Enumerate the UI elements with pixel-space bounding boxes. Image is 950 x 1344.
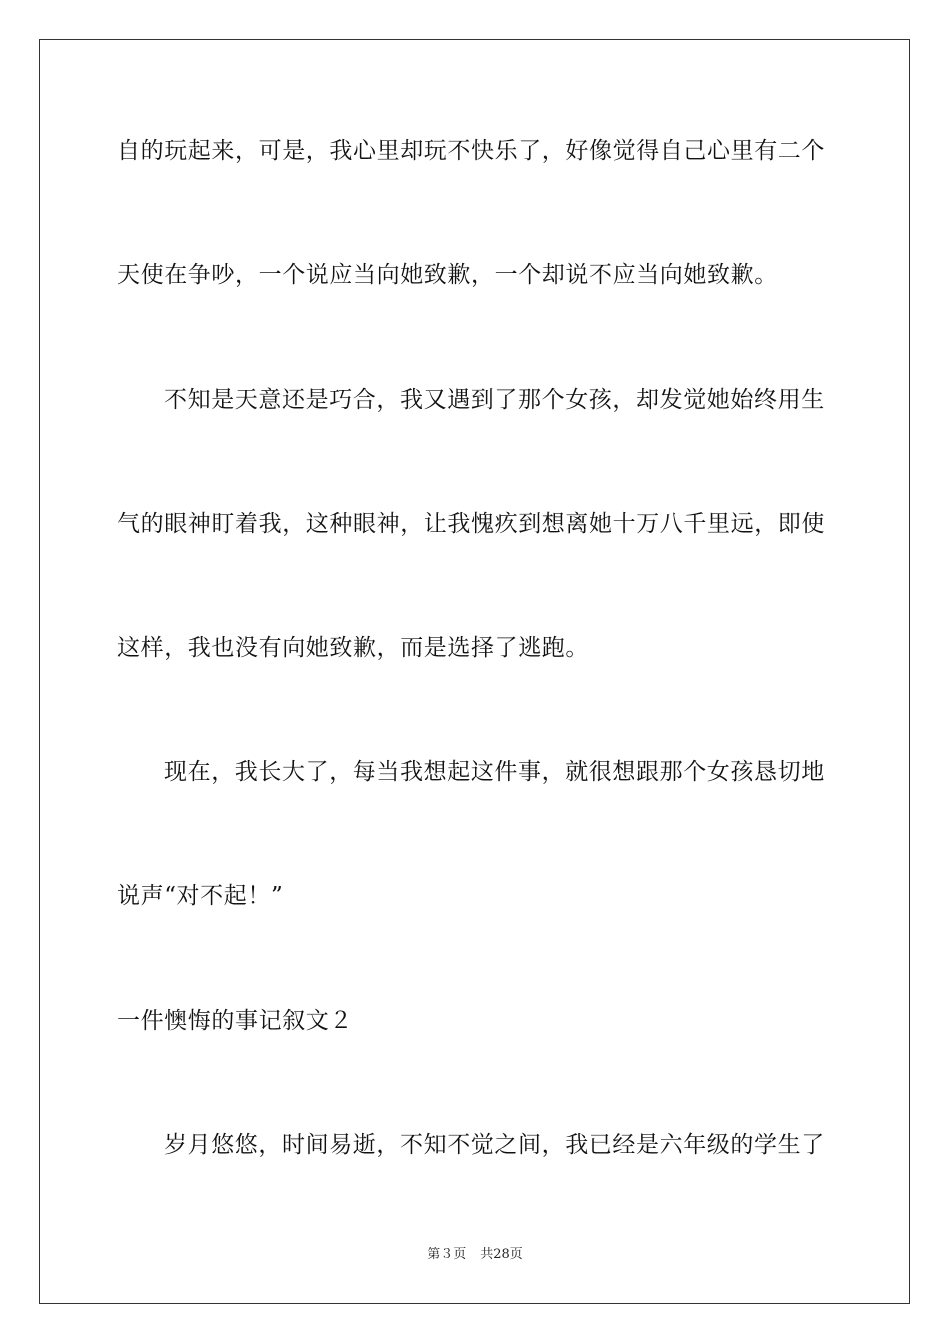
text-line: 天使在争吵，一个说应当向她致歉，一个却说不应当向她致歉。 — [117, 262, 778, 288]
total-pages: 共28页 — [480, 1247, 523, 1262]
paragraph-start-line: 岁月悠悠，时间易逝，不知不觉之间，我已经是六年级的学生了 — [164, 1132, 825, 1158]
page-number: 第３页 — [427, 1247, 467, 1262]
paragraph-start-line: 现在，我长大了，每当我想起这件事，就很想跟那个女孩恳切地 — [164, 759, 825, 785]
text-line: 这样，我也没有向她致歉，而是选择了逃跑。 — [117, 635, 589, 661]
text-line: 说声“对不起！” — [117, 883, 284, 909]
section-heading: 一件懊悔的事记叙文２ — [117, 1008, 353, 1034]
text-line: 自的玩起来，可是，我心里却玩不快乐了，好像觉得自己心里有二个 — [117, 138, 825, 164]
paragraph-start-line: 不知是天意还是巧合，我又遇到了那个女孩，却发觉她始终用生 — [164, 387, 825, 413]
page-footer — [0, 1246, 950, 1264]
text-line: 气的眼神盯着我，这种眼神，让我愧疚到想离她十万八千里远，即使 — [117, 511, 825, 537]
page-frame — [39, 39, 910, 1304]
